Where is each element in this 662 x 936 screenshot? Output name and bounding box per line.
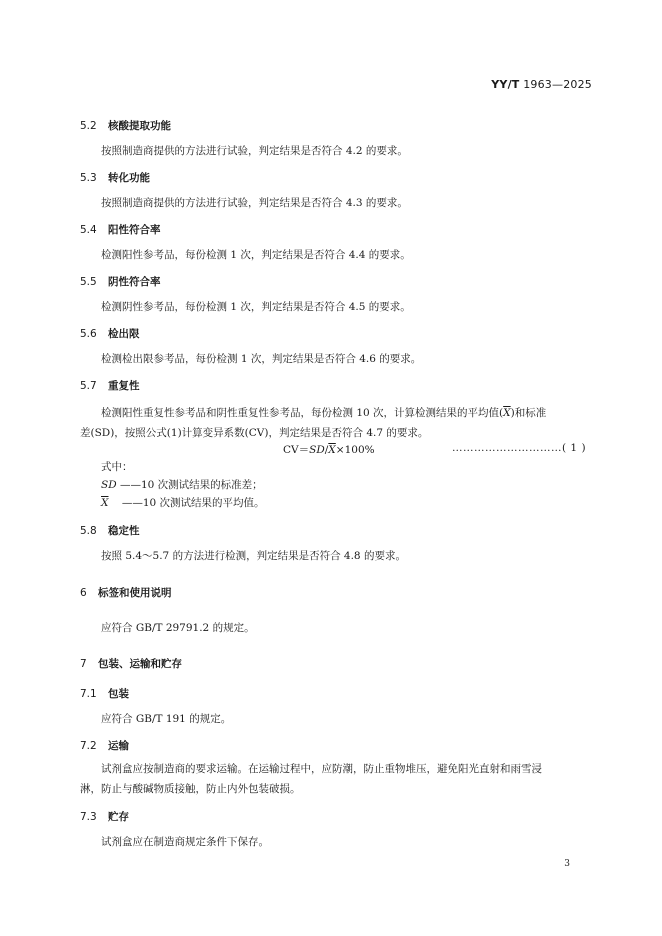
definition-xbar: $\overline{X}$ ——10 次测试结果的平均值。 xyxy=(101,497,265,509)
heading-7-1: 7.1 包装 xyxy=(80,688,129,700)
para-5-6: 检测检出限参考品，每份检测 1 次，判定结果是否符合 4.6 的要求。 xyxy=(101,353,422,365)
heading-7-2: 7.2 运输 xyxy=(80,740,129,752)
heading-5-3: 5.3 转化功能 xyxy=(80,172,150,184)
heading-5-4: 5.4 阳性符合率 xyxy=(80,224,161,236)
heading-7-3: 7.3 贮存 xyxy=(80,811,129,823)
standard-number: 1963—2025 xyxy=(523,78,592,91)
heading-5-6: 5.6 检出限 xyxy=(80,328,140,340)
para-7-3: 试剂盒应在制造商规定条件下保存。 xyxy=(101,836,269,848)
formula-cv: $CV=SD/\overline{X}\times 100\%$ xyxy=(283,444,375,456)
page-number: 3 xyxy=(564,859,570,869)
where-label: 式中： xyxy=(101,461,133,473)
definition-sd: SD ——10 次测试结果的标准差； xyxy=(101,479,263,491)
para-6: 应符合 GB/T 29791.2 的规定。 xyxy=(101,622,255,634)
para-7-2-line1: 试剂盒应按制造商的要求运输。在运输过程中，应防潮，防止重物堆压，避免阳光直射和雨雪浸 xyxy=(101,763,542,775)
para-5-3: 按照制造商提供的方法进行试验，判定结果是否符合 4.3 的要求。 xyxy=(101,197,408,209)
para-7-1: 应符合 GB/T 191 的规定。 xyxy=(101,713,232,725)
heading-7: 7 包装、运输和贮存 xyxy=(80,658,182,670)
heading-5-7: 5.7 重复性 xyxy=(80,380,140,392)
heading-5-8: 5.8 稳定性 xyxy=(80,525,140,537)
para-7-2-line2: 淋，防止与酸碱物质接触，防止内外包装破损。 xyxy=(80,783,301,795)
formula-number: …………………………( 1 ) xyxy=(452,442,587,454)
standard-code: YY/T xyxy=(491,78,520,91)
para-5-8: 按照 5.4～5.7 的方法进行检测，判定结果是否符合 4.8 的要求。 xyxy=(101,550,406,562)
para-5-5: 检测阴性参考品，每份检测 1 次，判定结果是否符合 4.5 的要求。 xyxy=(101,301,411,313)
page-header xyxy=(491,78,592,91)
para-5-2: 按照制造商提供的方法进行试验，判定结果是否符合 4.2 的要求。 xyxy=(101,145,408,157)
heading-5-5: 5.5 阴性符合率 xyxy=(80,276,161,288)
heading-6: 6 标签和使用说明 xyxy=(80,587,172,599)
heading-5-2: 5.2 核酸提取功能 xyxy=(80,120,171,132)
para-5-4: 检测阳性参考品，每份检测 1 次，判定结果是否符合 4.4 的要求。 xyxy=(101,249,411,261)
para-5-7-line2: 差(SD)，按照公式(1)计算变异系数(CV)，判定结果是否符合 4.7 的要求。 xyxy=(80,427,429,439)
para-5-7-line1: 检测阳性重复性参考品和阴性重复性参考品，每份检测 10 次，计算检测结果的平均值$(\overline{X})$和标准 xyxy=(101,407,547,419)
